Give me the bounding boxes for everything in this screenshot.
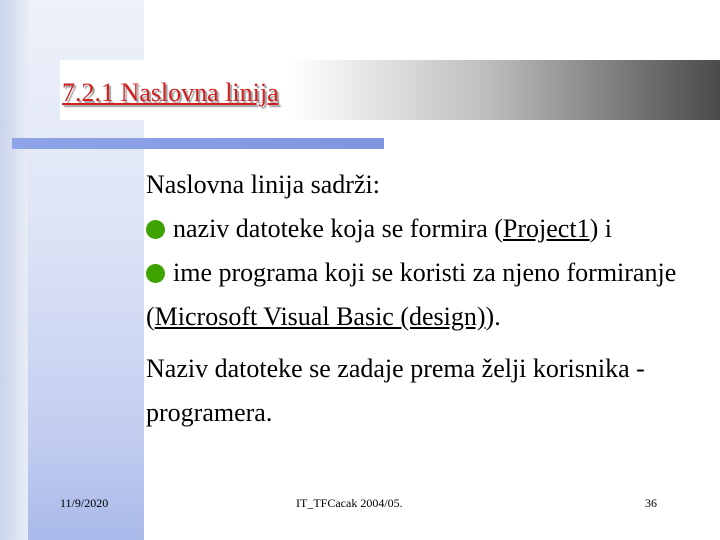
footer-date: 11/9/2020	[60, 496, 109, 510]
program-name-link: Microsoft Visual Basic (design)	[154, 302, 486, 331]
bullet-dot-icon	[146, 264, 165, 283]
spacer	[146, 339, 706, 347]
bullet-2-text-after: ).	[485, 302, 501, 331]
title-underline-rule	[12, 138, 384, 149]
bullet-dot-icon	[146, 220, 165, 239]
footer-center-text: IT_TFCacak 2004/05.	[296, 496, 403, 510]
bullet-item-1	[146, 207, 706, 251]
project-name-link: Project1	[502, 214, 590, 243]
footer-page-number: 36	[645, 496, 657, 510]
bullet-item-2	[146, 251, 706, 339]
bullet-1-text-after: ) i	[589, 214, 612, 243]
left-decor-band	[0, 0, 28, 540]
note-text: Naziv datoteke se zadaje prema želji korisnika - programera.	[146, 354, 645, 427]
intro-text: Naslovna linija sadrži:	[146, 170, 380, 199]
bullet-2-text-before: ime programa koji se koristi za njeno formiranje (	[146, 258, 677, 331]
slide-content	[146, 163, 706, 435]
slide-title: 7.2.1 Naslovna linija	[62, 78, 279, 107]
bullet-1-text-before: naziv datoteke koja se formira (	[173, 214, 503, 243]
